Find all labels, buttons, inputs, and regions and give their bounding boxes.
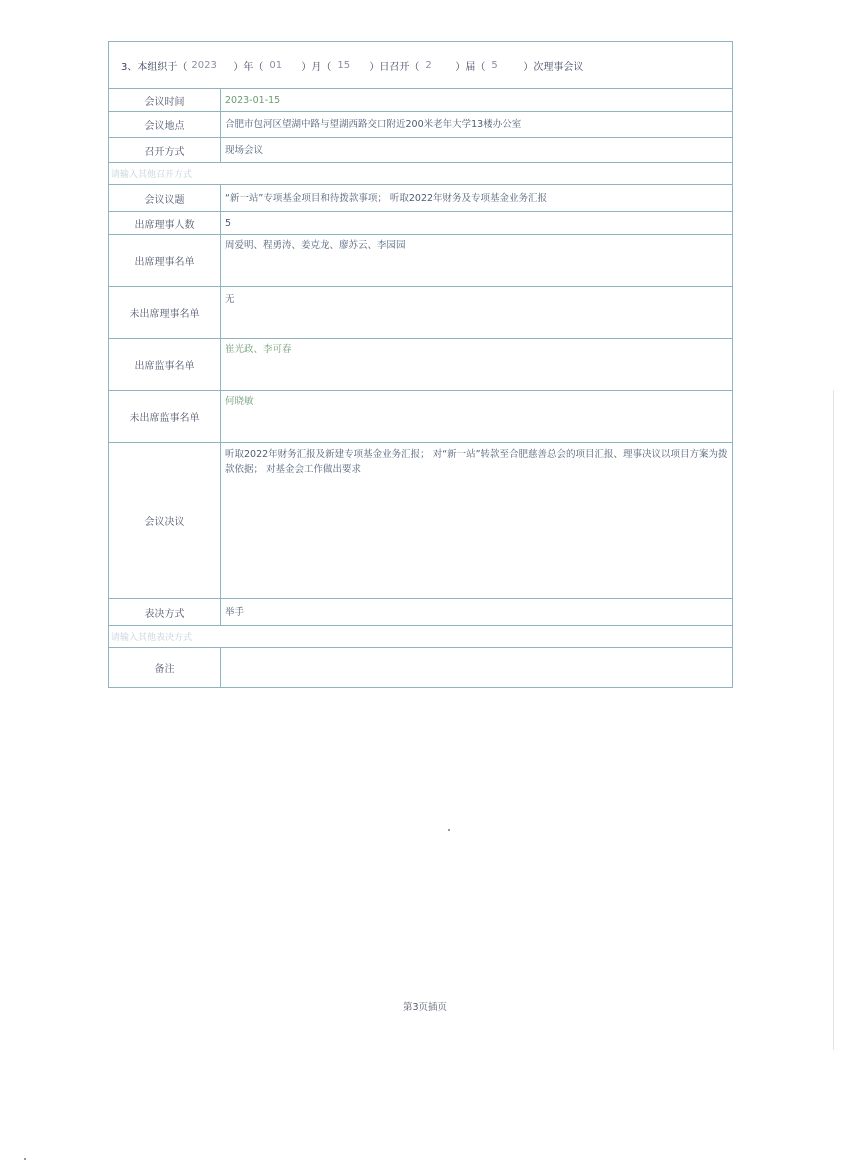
row-remarks [109, 648, 732, 687]
value-resolution: 听取2022年财务汇报及新建专项基金业务汇报； 对“新一站”转款至合肥慈善总会的项目汇报、理事决议以项目方案为拨款依据； 对基金会工作做出要求 [225, 449, 728, 475]
header-text-1: 3、本组织于（ [121, 61, 188, 73]
other-vote-placeholder: 请输入其他表决方式 [109, 626, 732, 648]
label-absent-names: 未出席理事名单 [109, 287, 221, 338]
label-vote-mode: 表决方式 [109, 599, 221, 625]
meeting-record-table [108, 41, 733, 688]
row-absent-names [109, 287, 732, 339]
label-meeting-place: 会议地点 [109, 112, 221, 137]
header-session: 2 [425, 59, 432, 71]
row-resolution [109, 443, 732, 599]
label-absent-supervisors: 未出席监事名单 [109, 391, 221, 442]
header-text-5: ）届（ [455, 61, 486, 73]
row-meeting-place [109, 112, 732, 138]
label-attend-names: 出席理事名单 [109, 235, 221, 286]
header-count: 5 [491, 59, 498, 71]
page-footer: 第3页插页 [402, 1002, 448, 1013]
meeting-header [109, 42, 732, 89]
row-supervisors [109, 339, 732, 391]
header-text-3: ）月（ [301, 61, 332, 73]
header-day: 15 [337, 59, 351, 71]
label-meeting-time: 会议时间 [109, 89, 221, 111]
value-supervisors: 崔光政、李可春 [225, 344, 292, 355]
row-attend-count [109, 212, 732, 235]
row-attend-names [109, 235, 732, 287]
label-attend-count: 出席理事人数 [109, 212, 221, 234]
value-meeting-place: 合肥市包河区望湖中路与望湖西路交口附近200米老年大学13楼办公室 [225, 119, 522, 130]
label-meeting-mode: 召开方式 [109, 138, 221, 162]
row-vote-mode [109, 599, 732, 626]
value-absent-supervisors: 何晓敏 [225, 396, 254, 407]
scan-edge-line [833, 390, 834, 1050]
header-month: 01 [269, 59, 283, 71]
row-meeting-mode [109, 138, 732, 163]
value-absent-names: 无 [225, 294, 235, 305]
value-attend-names: 周爱明、程勇涛、姜克龙、廖苏云、李园园 [225, 240, 406, 251]
other-mode-placeholder: 请输入其他召开方式 [109, 163, 732, 185]
scan-speck [24, 1158, 26, 1160]
label-resolution: 会议决议 [109, 443, 221, 598]
scan-speck [448, 829, 450, 831]
header-text-6: ）次理事会议 [523, 61, 584, 73]
value-meeting-mode: 现场会议 [225, 144, 264, 156]
header-text-2: ）年（ [233, 61, 264, 73]
value-vote-mode: 举手 [225, 606, 245, 618]
value-agenda: “新一站”专项基金项目和待拨款事项； 听取2022年财务及专项基金业务汇报 [225, 192, 548, 204]
value-attend-count: 5 [225, 217, 232, 229]
value-remarks [221, 648, 732, 687]
label-supervisors: 出席监事名单 [109, 339, 221, 390]
row-absent-supervisors [109, 391, 732, 443]
header-text-4: ）日召开（ [369, 61, 420, 73]
value-meeting-time: 2023-01-15 [225, 94, 281, 106]
label-agenda: 会议议题 [109, 185, 221, 211]
label-remarks: 备注 [109, 648, 221, 687]
row-agenda [109, 185, 732, 212]
header-year: 2023 [191, 59, 217, 71]
row-meeting-time [109, 89, 732, 112]
